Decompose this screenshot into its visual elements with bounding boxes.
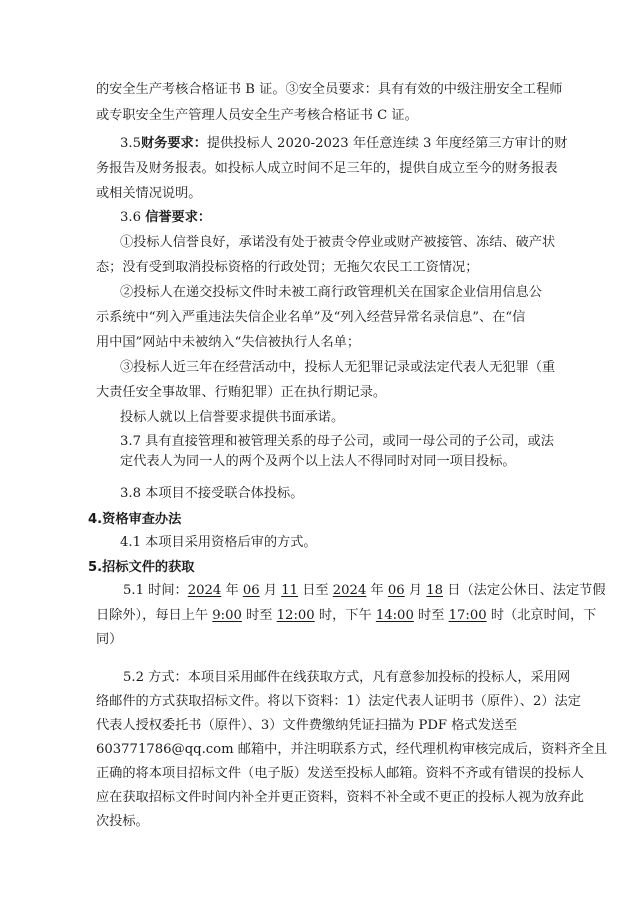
text-run: 年	[366, 583, 388, 598]
end-month: 06	[387, 583, 405, 598]
text-line: ②投标人在递交投标文件时未被工商行政管理机关在国家企业信用信息公	[120, 285, 542, 300]
text-line: 的安全生产考核合格证书 B 证。③安全员要求：具有有效的中级注册安全工程师	[96, 82, 563, 97]
start-month: 06	[242, 583, 260, 598]
text-line: 3.8 本项目不接受联合体投标。	[120, 486, 304, 501]
text-line: ③投标人近三年在经营活动中，投标人无犯罪记录或法定代表人无犯罪（重	[120, 360, 556, 375]
text-line: 络邮件的方式获取招标文件。将以下资料：1）法定代表人证明书（原件）、2）法定	[96, 694, 581, 709]
text-line: 代表人授权委托书（原件）、3）文件费缴纳凭证扫描为 PDF 格式发送至	[96, 718, 518, 733]
text-line: 大责任安全事故罪、行贿犯罪）正在执行期记录。	[96, 385, 387, 400]
text-run: 提供投标人 2020-2023 年任意连续 3 年度经第三方审计的财	[206, 136, 568, 151]
text-run: 月	[259, 583, 282, 598]
am-start: 9:00	[212, 608, 242, 623]
text-run: 年	[221, 583, 243, 598]
text-run: 时至	[241, 608, 277, 623]
credit-requirements-label: 信誉要求：	[145, 210, 212, 225]
section-5-1-line	[123, 581, 606, 601]
text-run: 时，下午	[314, 608, 376, 623]
section-3-5-line	[120, 134, 580, 154]
pm-end: 17:00	[448, 608, 487, 623]
text-line: 定代表人为同一人的两个及两个以上法人不得同时对同一项目投标。	[120, 454, 516, 469]
section-5-1-hours-line	[96, 606, 597, 626]
text-line: 4.1 本项目采用资格后审的方式。	[120, 535, 317, 550]
end-year: 2024	[332, 583, 367, 598]
end-day: 18	[426, 583, 444, 598]
pm-start: 14:00	[375, 608, 414, 623]
text-line: ①投标人信誉良好，承诺没有处于被责令停业或财产被接管、冻结、破产状	[120, 235, 556, 250]
text-run: 日除外），每日上午	[96, 608, 213, 623]
text-line: 务报告及财务报表。如投标人成立时间不足三年的，提供自成立至今的财务报表	[96, 161, 558, 176]
text-line: 或专职安全生产管理人员安全生产考核合格证书 C 证。	[96, 108, 418, 123]
section-3-6-line	[120, 208, 580, 228]
text-line: 3.7 具有直接管理和被管理关系的母子公司，或同一母公司的子公司，或法	[120, 434, 554, 449]
text-run: 日至	[298, 583, 333, 598]
text-line: 5.2 方式：本项目采用邮件在线获取方式，凡有意参加投标的投标人，采用网	[123, 670, 571, 685]
text-line: 态；没有受到取消投标资格的行政处罚；无拖欠农民工工资情况；	[96, 260, 479, 275]
heading-tender-document: 5.招标文件的获取	[88, 560, 195, 575]
financial-requirements-label: 财务要求：	[140, 136, 207, 151]
text-line: 正确的将本项目招标文件（电子版）发送至投标人邮箱。资料不齐或有错误的投标人	[96, 766, 584, 781]
text-line: 或相关情况说明。	[96, 186, 202, 201]
text-line: 应在获取招标文件时间内补全并更正资料，资料不补全或不更正的投标人视为放弃此	[96, 790, 584, 805]
text-run: 时（北京时间，下	[486, 608, 597, 623]
section-number: 3.5	[120, 136, 141, 151]
text-run: 5.1 时间：	[123, 583, 188, 598]
text-line: 示系统中“列入严重违法失信企业名单”及“列入经营异常名录信息”、在“信	[96, 310, 526, 325]
text-run: 月	[404, 583, 427, 598]
text-line: 次投标。	[96, 814, 149, 829]
am-end: 12:00	[276, 608, 315, 623]
text-run: 日（法定公休日、法定节假	[443, 583, 606, 598]
text-line: 投标人就以上信誉要求提供书面承诺。	[120, 410, 345, 425]
heading-qualification-review: 4.资格审查办法	[88, 512, 182, 527]
start-day: 11	[281, 583, 299, 598]
text-line: 同）	[96, 632, 123, 647]
section-number: 3.6	[120, 210, 141, 225]
start-year: 2024	[187, 583, 222, 598]
text-run: 时至	[413, 608, 449, 623]
text-line: 用中国”网站中未被纳入“失信被执行人名单；	[96, 335, 361, 350]
email-line: 603771786@qq.com 邮箱中，并注明联系方式，经代理机构审核完成后，资料齐全且	[96, 742, 608, 757]
